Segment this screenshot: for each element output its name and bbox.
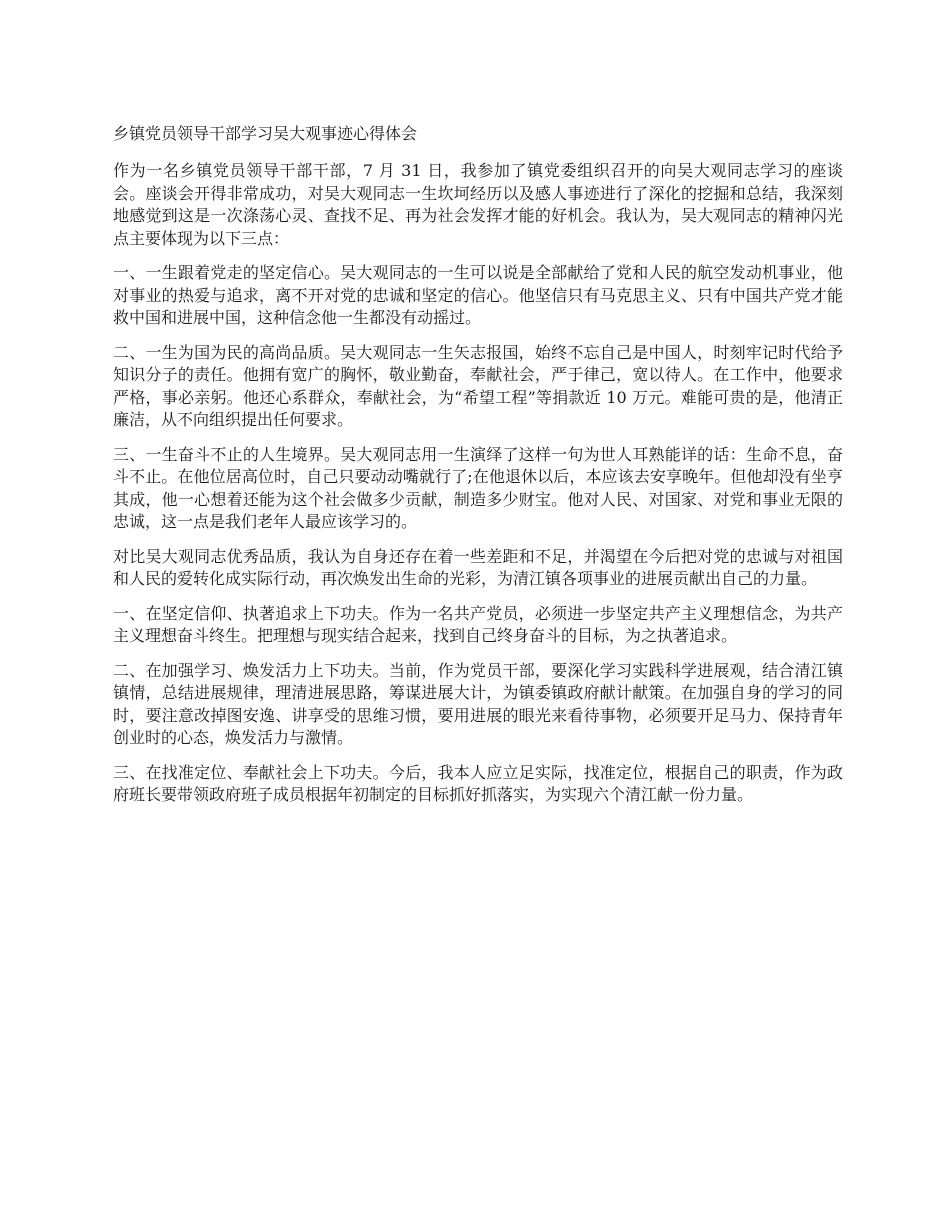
- document-title: 乡镇党员领导干部学习吴大观事迹心得体会: [113, 124, 418, 143]
- paragraph-intro: 作为一名乡镇党员领导干部干部，7 月 31 日，我参加了镇党委组织召开的向吴大观同志学习的座谈会。座谈会开得非常成功，对吴大观同志一生坎坷经历以及感人事迹进行了深化的挖掘和总结，我深刻地感觉到这是一次涤荡心灵、查找不足、再为社会发挥才能的好机会。我认为，吴大观同志的精神闪光点主要体现为以下三点：: [113, 161, 843, 248]
- paragraph-action-1: 一、在坚定信仰、执著追求上下功夫。作为一名共产党员，必须进一步坚定共产主义理想信念，为共产主义理想奋斗终生。把理想与现实结合起来，找到自己终身奋斗的目标，为之执著追求。: [113, 603, 843, 645]
- paragraph-point-2: 二、一生为国为民的高尚品质。吴大观同志一生矢志报国，始终不忘自己是中国人，时刻牢记时代给予知识分子的责任。他拥有宽广的胸怀，敬业勤奋，奉献社会，严于律己，宽以待人。在工作中，他要求严格，事必亲躬。他还心系群众，奉献社会，为“希望工程”等捐款近 10 万元。难能可贵的是，他清正廉洁，从不向组织提出任何要求。: [113, 342, 843, 429]
- document-body: [113, 123, 843, 819]
- paragraph-action-2: 二、在加强学习、焕发活力上下功夫。当前，作为党员干部，要深化学习实践科学进展观，结合清江镇镇情，总结进展规律，理清进展思路，筹谋进展大计，为镇委镇政府献计献策。在加强自身的学习的同时，要注意改掉图安逸、讲享受的思维习惯，要用进展的眼光来看待事物，必须要开足马力、保持青年创业时的心态，焕发活力与激情。: [113, 660, 843, 747]
- paragraph-action-3: 三、在找准定位、奉献社会上下功夫。今后，我本人应立足实际，找准定位，根据自己的职责，作为政府班长要带领政府班子成员根据年初制定的目标抓好抓落实，为实现六个清江献一份力量。: [113, 762, 843, 804]
- paragraph-point-1: 一、一生跟着党走的坚定信心。吴大观同志的一生可以说是全部献给了党和人民的航空发动机事业，他对事业的热爱与追求，离不开对党的忠诚和坚定的信心。他坚信只有马克思主义、只有中国共产党才能救中国和进展中国，这种信念他一生都没有动摇过。: [113, 263, 843, 327]
- paragraph-point-3: 三、一生奋斗不止的人生境界。吴大观同志用一生演绎了这样一句为世人耳熟能详的话：生命不息，奋斗不止。在他位居高位时，自己只要动动嘴就行了;在他退休以后，本应该去安享晚年。但他却没有坐亨其成，他一心想着还能为这个社会做多少贡献，制造多少财宝。他对人民、对国家、对党和事业无限的忠诚，这一点是我们老年人最应该学习的。: [113, 444, 843, 531]
- paragraph-reflection: 对比吴大观同志优秀品质，我认为自身还存在着一些差距和不足，并渴望在今后把对党的忠诚与对祖国和人民的爱转化成实际行动，再次焕发出生命的光彩，为清江镇各项事业的进展贡献出自己的力量。: [113, 546, 843, 588]
